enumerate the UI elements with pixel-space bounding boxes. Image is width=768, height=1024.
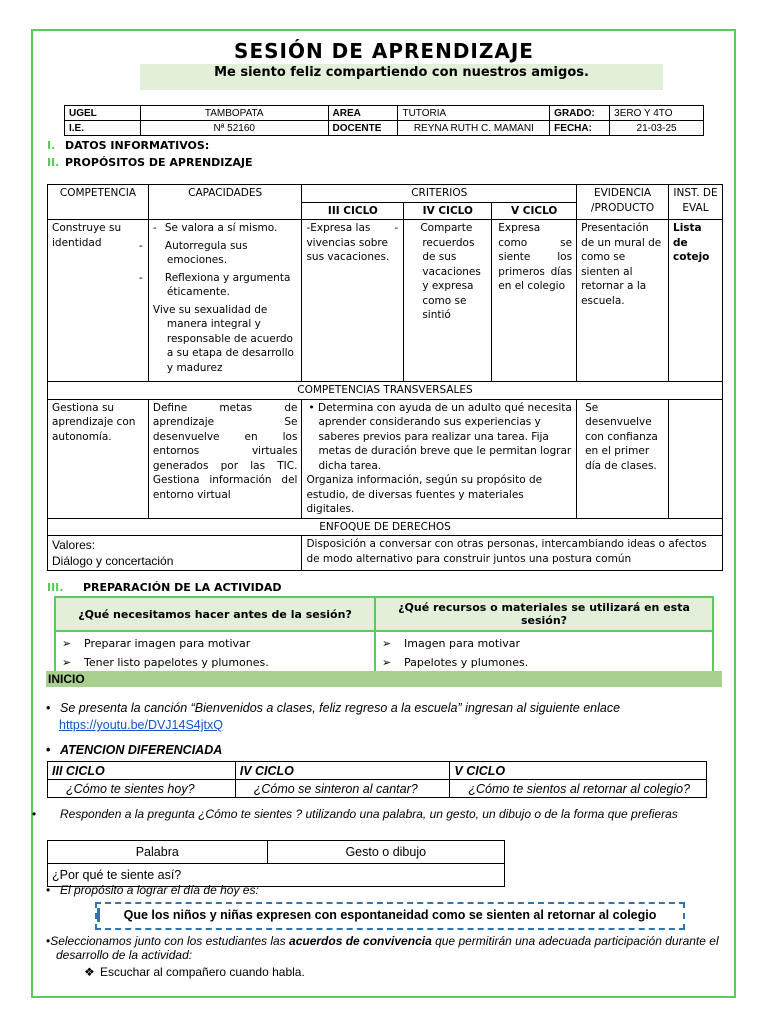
valores-value: Diálogo y concertación	[52, 554, 174, 568]
song-link[interactable]: https://youtu.be/DVJ14S4jtxQ	[59, 718, 223, 732]
ie-value: Nª 52160	[140, 121, 328, 136]
identification-table	[64, 105, 704, 136]
valores-label: Valores:	[52, 538, 96, 552]
transversal-instrumento	[669, 399, 723, 518]
header-criterios: CRITERIOS	[302, 185, 577, 203]
list-item: Vive su sexualidad de manera integral y responsable de acuerdo a su etapa de desarrollo y madurez	[152, 303, 294, 374]
arrow-bullet-icon: ➢	[382, 656, 392, 669]
ad-question-ciclo-4: ¿Cómo se sinteron al cantar?	[235, 780, 450, 798]
preparation-resources	[375, 631, 713, 675]
transversales-title: COMPETENCIAS TRANSVERSALES	[48, 382, 723, 400]
header-ciclo-5: V CICLO	[492, 202, 577, 220]
header-ciclo-4: IV CICLO	[404, 202, 492, 220]
fecha-label: FECHA:	[550, 121, 610, 136]
gesto-header: Gesto o dibujo	[267, 841, 504, 864]
proposito-box	[95, 902, 685, 930]
header-evidencia: EVIDENCIA /PRODUCTO	[577, 185, 669, 220]
header-capacidades: CAPACIDADES	[148, 185, 302, 220]
preparation-question-resources: ¿Qué recursos o materiales se utilizará en esta sesión?	[375, 597, 713, 631]
area-value: TUTORIA	[398, 106, 550, 121]
fecha-value: 21-03-25	[610, 121, 704, 136]
capacidades-cell	[138, 220, 302, 382]
section-title: PROPÓSITOS DE APRENDIZAJE	[65, 156, 253, 169]
list-item: - Reflexiona y argumenta éticamente.	[138, 271, 291, 298]
respond-paragraph: • Responden a la pregunta ¿Cómo te sientes ? utilizando una palabra, un gesto, un dibujo o de la forma que prefieras	[32, 807, 678, 821]
bullet-icon: •	[46, 934, 51, 948]
enfoque-text: Disposición a conversar con otras personas, intercambiando ideas o afectos de modo alternativo para construir juntos una postura común	[302, 536, 723, 571]
ad-header-ciclo-5: V CICLO	[450, 762, 707, 780]
docente-value: REYNA RUTH C. MAMANI	[398, 121, 550, 136]
enfoque-title: ENFOQUE DE DERECHOS	[48, 518, 723, 536]
ie-label: I.E.	[65, 121, 141, 136]
transversal-capacidades: Define metas de aprendizaje Se desenvuelve en los entornos virtuales generados por las TIC. Gestiona información del entorno virtual	[148, 399, 302, 518]
feelings-table	[47, 840, 505, 887]
ugel-value: TAMBOPATA	[140, 106, 328, 121]
transversal-criterio-a: Determina con ayuda de un adulto qué necesita aprender considerando sus experiencias y saberes previos para realizar una tarea. Fija metas de duración breve que le permitan lograr dicha tarea.	[317, 401, 572, 472]
section-propositos-heading	[47, 156, 252, 169]
list-item: ➢ Tener listo papelotes y plumones.	[62, 653, 368, 672]
instrumento-cell: Lista de cotejo	[669, 220, 723, 382]
proposito-intro: • El propósito a lograr el día de hoy es:	[46, 883, 259, 897]
purposes-table	[47, 184, 723, 571]
criterio-ciclo-4: - Comparte recuerdos de sus vacaciones y expresa como se sintió	[404, 220, 492, 382]
section-number: II.	[47, 156, 60, 169]
diamond-bullet-icon: ❖	[84, 965, 95, 979]
arrow-bullet-icon: ➢	[62, 637, 72, 650]
bullet-icon: •	[46, 883, 51, 897]
header-instrumento: INST. DE EVAL	[669, 185, 723, 220]
arrow-bullet-icon: ➢	[382, 637, 392, 650]
competencia-cell: Construye su identidad	[48, 220, 149, 382]
inicio-song-paragraph: • Se presenta la canción “Bienvenidos a clases, feliz regreso a la escuela” ingresan al siguiente enlace https://youtu.be/DVJ14S4jtxQ	[46, 701, 621, 732]
criterio-ciclo-5: Expresa como se siente los primeros días en el colegio	[492, 220, 577, 382]
ad-question-ciclo-5: ¿Cómo te sientos al retornar al colegio?	[450, 780, 707, 798]
proposito-text: Que los niños y niñas expresen con espontaneidad como se sienten al retornar al colegio	[123, 908, 657, 922]
header-ciclo-3: III CICLO	[302, 202, 404, 220]
list-item: ➢ Papelotes y plumones.	[382, 653, 706, 672]
list-item: ➢ Imagen para motivar	[382, 634, 706, 653]
ad-question-ciclo-3: ¿Cómo te sientes hoy?	[48, 780, 236, 798]
ad-header-ciclo-4: IV CICLO	[235, 762, 450, 780]
list-item: - Autorregula sus emociones.	[138, 239, 248, 266]
valores-cell	[48, 536, 302, 571]
section-number: I.	[47, 139, 56, 152]
page-title: SESIÓN DE APRENDIZAJE	[234, 39, 534, 63]
preparation-tasks	[55, 631, 375, 675]
palabra-header: Palabra	[48, 841, 268, 864]
area-label: AREA	[328, 106, 398, 121]
section-datos-heading	[47, 139, 209, 152]
preparation-question-before: ¿Qué necesitamos hacer antes de la sesión?	[55, 597, 375, 631]
section-title: PREPARACIÓN DE LA ACTIVIDAD	[83, 581, 282, 594]
session-subtitle: Me siento feliz compartiendo con nuestros amigos.	[140, 64, 663, 90]
atencion-table	[47, 761, 707, 798]
transversal-criterio-b: Organiza información, según su propósito de estudio, de diversas fuentes y materiales digitales.	[306, 474, 543, 515]
header-competencia: COMPETENCIA	[48, 185, 149, 220]
transversal-evidencia: Se desenvuelve con confianza en el primer día de clases.	[577, 399, 669, 518]
atencion-heading: • ATENCION DIFERENCIADA	[46, 743, 223, 757]
ad-header-ciclo-3: III CICLO	[48, 762, 236, 780]
docente-label: DOCENTE	[328, 121, 398, 136]
arrow-bullet-icon: ➢	[62, 656, 72, 669]
decorative-bar	[97, 908, 100, 922]
list-item: - Se valora a sí mismo.	[152, 222, 278, 234]
acuerdos-paragraph: •Seleccionamos junto con los estudiantes las acuerdos de convivencia que permitirán una adecuada participación durante el desarrollo de la actividad:	[46, 934, 719, 962]
criterio-ciclo-3: -Expresa las vivencias sobre sus vacaciones.	[302, 220, 404, 382]
transversal-criterios: • Determina con ayuda de un adulto qué necesita aprender considerando sus experiencias y saberes previos para realizar una tarea. Fija metas de duración breve que le permitan lograr dicha tarea. Organiza información, según su propósito de estudio, de diversas fuentes y materiales digitales.	[302, 399, 577, 518]
bullet-icon: •	[46, 743, 51, 757]
section-preparacion-heading	[47, 581, 282, 594]
section-title: DATOS INFORMATIVOS:	[65, 139, 210, 152]
preparation-table	[54, 596, 714, 676]
acuerdo-item: ❖ Escuchar al compañero cuando habla.	[84, 965, 305, 979]
ugel-label: UGEL	[65, 106, 141, 121]
transversal-competencia: Gestiona su aprendizaje con autonomía.	[48, 399, 149, 518]
evidencia-cell: Presentación de un mural de como se sienten al retornar a la escuela.	[577, 220, 669, 382]
bullet-icon: •	[46, 701, 51, 715]
grado-label: GRADO:	[550, 106, 610, 121]
porque-cell: ¿Por qué te siente así?	[48, 864, 505, 887]
list-item: ➢ Preparar imagen para motivar	[62, 634, 368, 653]
section-number: III.	[47, 581, 64, 594]
bullet-icon: •	[32, 807, 37, 821]
grado-value: 3ERO Y 4TO	[610, 106, 704, 121]
inicio-heading: INICIO	[46, 671, 722, 687]
